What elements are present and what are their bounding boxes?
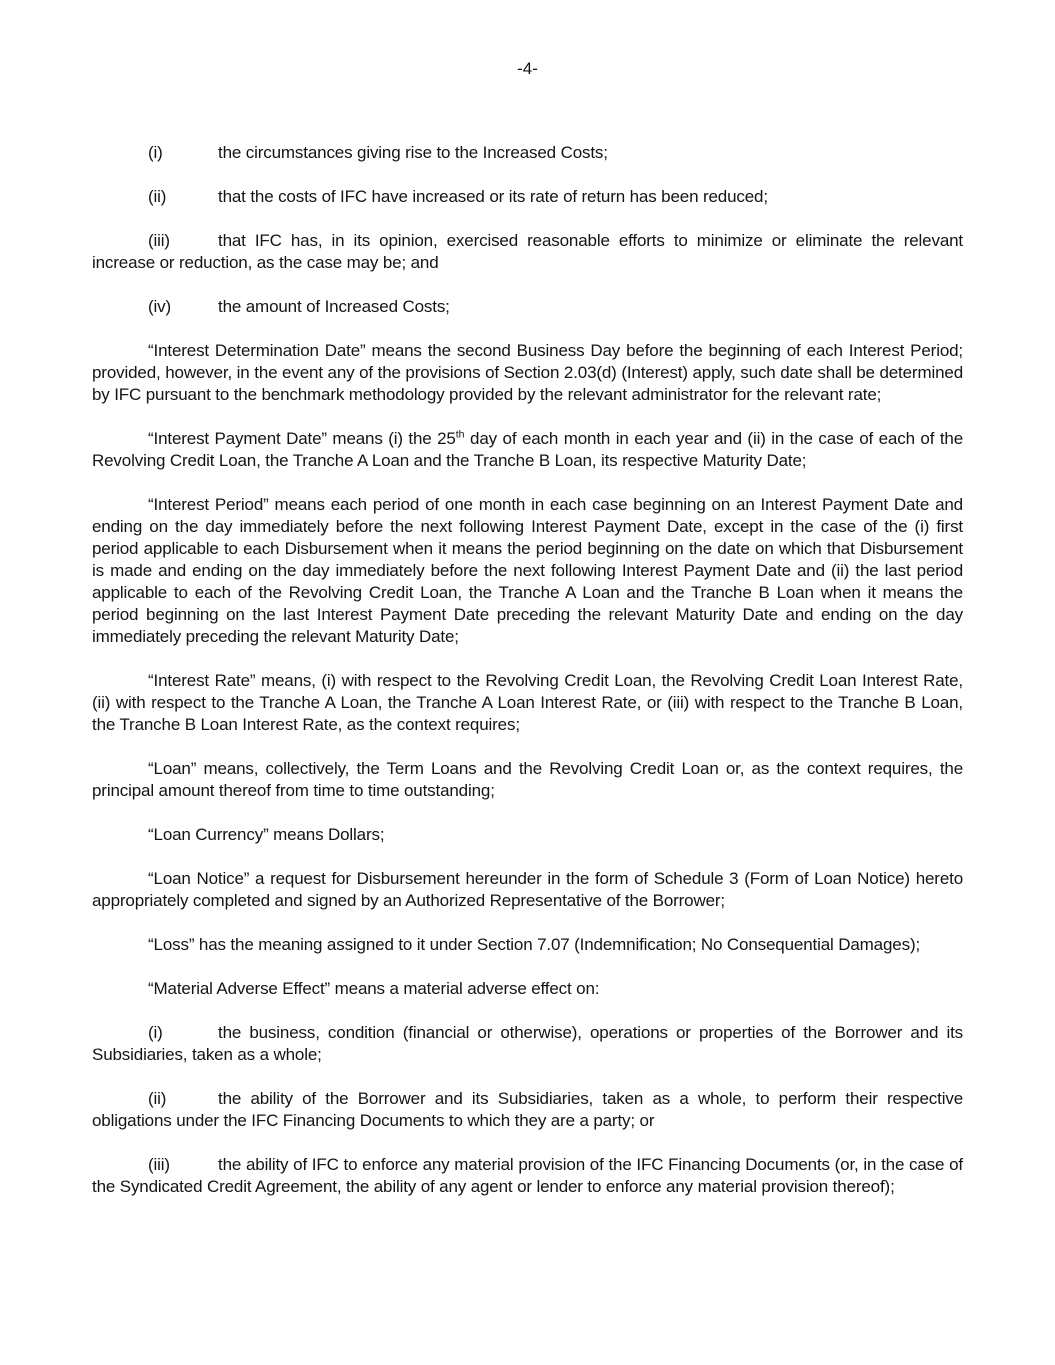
list-item-text: the amount of Increased Costs; [218,297,450,316]
definition-paragraph: “Interest Determination Date” means the second Business Day before the beginning of each Interest Period; provided, however, in the event any of the provisions of Section 2.03(d) (Interest) apply, such date shall be determined by IFC pursuant to the benchmark methodology provided by the relevant administrator for the relevant rate; [92,341,963,404]
list-marker: (iii) [148,231,170,250]
definition-paragraph: “Loan Notice” a request for Disbursement hereunder in the form of Schedule 3 (Form of Loan Notice) hereto appropriately completed and signed by an Authorized Representative of the Borrower; [92,869,963,910]
list-marker: (ii) [148,1089,167,1108]
list-item-text: the business, condition (financial or otherwise), operations or properties of the Borrower and its Subsidiaries, taken as a whole; [92,1023,963,1064]
document-body [92,142,963,1198]
list-item-text: that IFC has, in its opinion, exercised reasonable efforts to minimize or eliminate the relevant increase or reduction, as the case may be; and [92,231,963,272]
list-item-paragraph [92,230,963,274]
list-marker: (ii) [148,187,167,206]
definition-paragraph: “Loan” means, collectively, the Term Loans and the Revolving Credit Loan or, as the context requires, the principal amount thereof from time to time outstanding; [92,759,963,800]
list-marker: (iv) [148,297,171,316]
list-item-paragraph [92,1022,963,1066]
definition-paragraph: “Loan Currency” means Dollars; [148,825,385,844]
list-item-text: the ability of IFC to enforce any material provision of the IFC Financing Documents (or, in the case of the Syndicated Credit Agreement, the ability of any agent or lender to enforce any material provision thereof); [92,1155,963,1196]
list-item-paragraph [92,1088,963,1132]
definition-paragraph: “Material Adverse Effect” means a material adverse effect on: [148,979,600,998]
list-item-paragraph [92,1154,963,1198]
list-item-text: the ability of the Borrower and its Subsidiaries, taken as a whole, to perform their respective obligations under the IFC Financing Documents to which they are a party; or [92,1089,963,1130]
list-item-paragraph [92,142,963,164]
list-item-text: the circumstances giving rise to the Increased Costs; [218,143,608,162]
list-item-paragraph [92,296,963,318]
definition-paragraph: “Interest Period” means each period of one month in each case beginning on an Interest Payment Date and ending on the day immediately before the next following Interest Payment Date, except in the case of the (i) first period applicable to each Disbursement when it means the period beginning on the date on which that Disbursement is made and ending on the day immediately before the next following Interest Payment Date and (ii) the last period applicable to each of the Revolving Credit Loan, the Tranche A Loan and the Tranche B Loan when it means the period beginning on the last Interest Payment Date preceding the relevant Maturity Date and ending on the day immediately preceding the relevant Maturity Date; [92,495,963,646]
definition-paragraph: “Interest Rate” means, (i) with respect to the Revolving Credit Loan, the Revolving Credit Loan Interest Rate, (ii) with respect to the Tranche A Loan, the Tranche A Loan Interest Rate, or (iii) with respect to the Tranche B Loan, the Tranche B Loan Interest Rate, as the context requires; [92,671,963,734]
list-item-paragraph [92,186,963,208]
page-number: -4- [517,59,538,78]
definition-paragraph: “Loss” has the meaning assigned to it under Section 7.07 (Indemnification; No Consequential Damages); [148,935,921,954]
list-marker: (i) [148,1023,163,1042]
list-marker: (iii) [148,1155,170,1174]
definition-paragraph: “Interest Payment Date” means (i) the 25th day of each month in each year and (ii) in the case of each of the Revolving Credit Loan, the Tranche A Loan and the Tranche B Loan, its respective Maturity Date; [92,428,963,470]
list-marker: (i) [148,143,163,162]
list-item-text: that the costs of IFC have increased or its rate of return has been reduced; [218,187,768,206]
